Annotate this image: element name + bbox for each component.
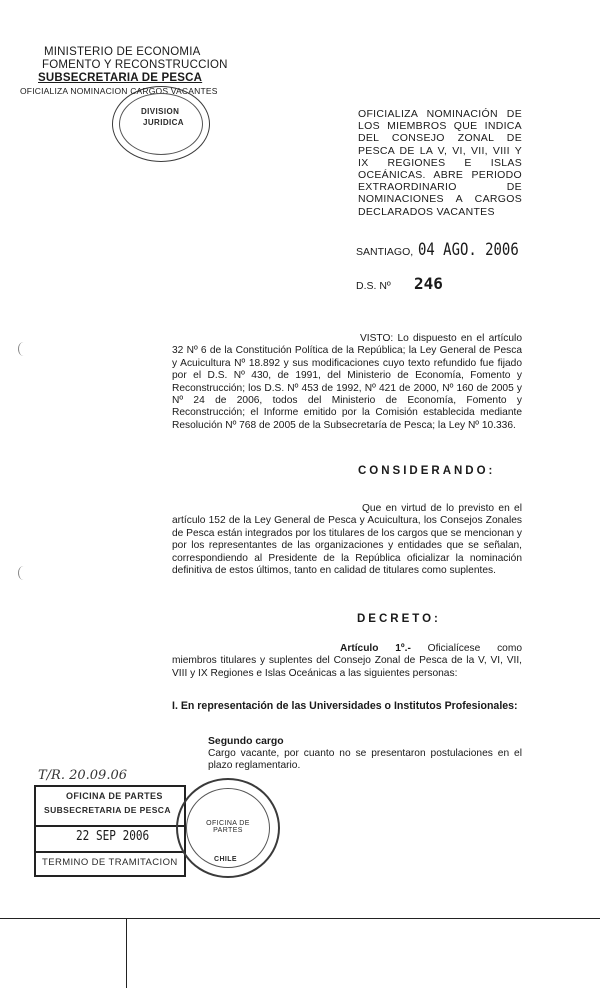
oficina-stamp-date: 22 SEP 2006 [76, 829, 150, 844]
seal-stamp [176, 778, 280, 878]
stamp-line1: DIVISION [141, 107, 180, 116]
handwritten-note: T/R. 20.09.06 [38, 768, 127, 783]
oficina-stamp-date-box [34, 823, 186, 853]
considerando-heading: CONSIDERANDO: [358, 465, 496, 477]
binding-hole-mark [18, 566, 29, 580]
ds-number: 246 [414, 274, 443, 293]
segundo-cargo-text: Cargo vacante, por cuanto no se presentaron postulaciones en el plazo reglamentario. [208, 748, 522, 772]
decreto-heading: DECRETO: [357, 613, 441, 625]
article-1-label: Artículo 1º.- [340, 643, 411, 654]
division-juridica-stamp [112, 86, 210, 162]
subsecretaria-label: SUBSECRETARIA DE PESCA [38, 72, 203, 84]
visto-paragraph [172, 333, 522, 432]
binding-hole-mark [18, 342, 29, 356]
article-1-text: Oficialícese como miembros titulares y suplentes del Consejo Zonal de Pesca de la V, VI, VII, VIII y IX Regiones e Islas Oceánicas a las siguientes personas: [172, 643, 522, 679]
visto-text: Lo dispuesto en el artículo 32 Nº 6 de la Constitución Política de la República; la Ley General de Pesca y Acuicultura Nº 18.892 y sus modificaciones cuyo texto refundido fue fijado por el D.S. Nº 430, de 1991, del Ministerio de Economía, Fomento y Reconstrucción; los D.S. Nº 453 de 1992, Nº 421 de 2000, Nº 160 de 2005 y Nº 24 de 2006, todos del Ministerio de Economía, Fomento y Reconstrucción; el Informe emitido por la Comisión establecida mediante Resolución Nº 768 de 2005 de la Subsecretaría de Pesca; la Ley Nº 10.336. [172, 333, 522, 431]
date-stamp: 04 AGO. 2006 [418, 240, 519, 260]
oficina-stamp-header [34, 785, 186, 827]
oficina-stamp-line1: OFICINA DE PARTES [66, 791, 163, 801]
stamp-line2: JURIDICA [143, 118, 184, 127]
segundo-cargo-label: Segundo cargo [208, 736, 284, 747]
margin-rule [126, 918, 127, 988]
place-label: SANTIAGO, [356, 246, 414, 258]
bottom-rule [0, 918, 600, 919]
ds-label: D.S. Nº [356, 280, 391, 292]
seal-text: OFICINA DE PARTES [206, 820, 250, 834]
visto-label: VISTO: [360, 333, 394, 344]
ministry-line1: MINISTERIO DE ECONOMIA [44, 46, 201, 58]
oficina-stamp-line2: SUBSECRETARIA DE PESCA [44, 805, 171, 815]
considerando-paragraph: Que en virtud de lo previsto en el artículo 152 de la Ley General de Pesca y Acuicultura, los Consejos Zonales de Pesca están integrados por los titulares de los cargos que se mencionan y por los representantes de las organizaciones y entidades que se señalan, correspondiendo al Presidente de la República oficializar la nominación definitiva de estos últimos, tanto en calidad de titulares como suplentes. [172, 503, 522, 577]
oficina-stamp-line3: TERMINO DE TRAMITACION [42, 857, 178, 868]
seal-country: CHILE [214, 856, 237, 863]
section-i-heading: I. En representación de las Universidades o Institutos Profesionales: [172, 700, 518, 712]
decree-title: OFICIALIZA NOMINACIÓN DE LOS MIEMBROS QUE INDICA DEL CONSEJO ZONAL DE PESCA DE LA V, VI, VII, VIII Y IX REGIONES E ISLAS OCEÁNICAS. ABRE PERIODO EXTRAORDINARIO DE NOMINACIONES A CARGOS DECLARADOS VACANTES [358, 108, 522, 218]
reference-line: OFICIALIZA NOMINACION CARGOS VACANTES [20, 86, 218, 96]
ministry-line2: FOMENTO Y RECONSTRUCCION [42, 59, 228, 71]
oficina-stamp-footer [34, 851, 186, 877]
article-1-paragraph [172, 643, 522, 680]
